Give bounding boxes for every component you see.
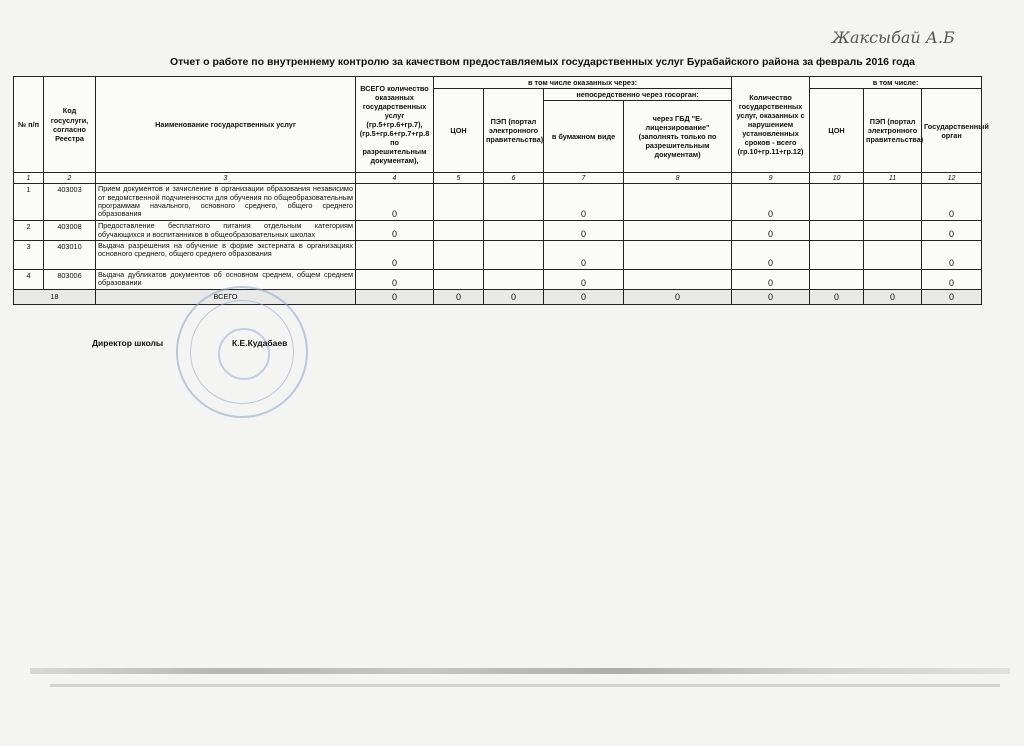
header-pep: ПЭП (портал электронного правительства) <box>484 89 544 173</box>
row-index: 4 <box>14 270 44 290</box>
row-service-name: Прием документов и зачисление в организации образования независимо от ведомственной подчиненности для обучения по общеобразовательным программам начального, основного среднего, общего среднего образования <box>96 184 356 221</box>
scan-artifact <box>30 668 1010 674</box>
total-c10: 0 <box>810 289 864 304</box>
col-number: 5 <box>434 173 484 184</box>
table-row <box>14 221 982 241</box>
row-code: 803006 <box>44 270 96 290</box>
header-name: Наименование государственных услуг <box>96 77 356 173</box>
row-con2 <box>810 221 864 241</box>
col-number: 4 <box>356 173 434 184</box>
row-con <box>434 221 484 241</box>
table-row <box>14 184 982 221</box>
col-number: 8 <box>624 173 732 184</box>
header-violations: Количество государственных услуг, оказанных с нарушением установленных сроков - всего (гр.10+гр.11+гр.12) <box>732 77 810 173</box>
col-number: 1 <box>14 173 44 184</box>
row-gbd <box>624 241 732 270</box>
row-total: 0 <box>356 221 434 241</box>
table-row <box>14 270 982 290</box>
row-pep2 <box>864 184 922 221</box>
row-code: 403008 <box>44 221 96 241</box>
row-index: 3 <box>14 241 44 270</box>
row-con2 <box>810 270 864 290</box>
total-c8: 0 <box>624 289 732 304</box>
row-paper: 0 <box>544 270 624 290</box>
row-pep2 <box>864 221 922 241</box>
totals-row <box>14 289 982 304</box>
row-total: 0 <box>356 241 434 270</box>
row-pep <box>484 270 544 290</box>
row-con2 <box>810 184 864 221</box>
row-paper: 0 <box>544 221 624 241</box>
stamp-emblem <box>218 328 270 380</box>
col-number: 3 <box>96 173 356 184</box>
row-index: 1 <box>14 184 44 221</box>
total-c12: 0 <box>922 289 982 304</box>
header-paper: в бумажном виде <box>544 101 624 173</box>
signature-role: Директор школы <box>92 338 164 348</box>
report-table <box>13 76 989 305</box>
row-total: 0 <box>356 270 434 290</box>
header-num: № п/п <box>14 77 44 173</box>
report-title: Отчет о работе по внутреннему контролю за качеством предоставляемых государственных услуг Бурабайского района за февраль 2016 года <box>170 56 915 68</box>
total-count: 18 <box>14 289 96 304</box>
header-pep2: ПЭП (портал электронного правительства) <box>864 89 922 173</box>
row-service-name: Выдача разрешения на обучение в форме экстерната в организациях основного среднего, общего среднего образования <box>96 241 356 270</box>
total-c6: 0 <box>484 289 544 304</box>
total-c7: 0 <box>544 289 624 304</box>
row-gov: 0 <box>922 270 982 290</box>
row-gov: 0 <box>922 184 982 221</box>
row-pep2 <box>864 241 922 270</box>
header-con2: ЦОН <box>810 89 864 173</box>
total-label: ВСЕГО <box>96 289 356 304</box>
row-paper: 0 <box>544 241 624 270</box>
row-index: 2 <box>14 221 44 241</box>
header-gov: Государственный орган <box>922 89 982 173</box>
row-gov: 0 <box>922 241 982 270</box>
row-pep <box>484 184 544 221</box>
row-pep2 <box>864 270 922 290</box>
total-c4: 0 <box>356 289 434 304</box>
row-violations: 0 <box>732 221 810 241</box>
row-con <box>434 270 484 290</box>
row-gbd <box>624 221 732 241</box>
signature-block <box>92 338 288 348</box>
row-violations: 0 <box>732 184 810 221</box>
row-total: 0 <box>356 184 434 221</box>
row-service-name: Выдача дубликатов документов об основном среднем, общем среднем образовании <box>96 270 356 290</box>
row-pep <box>484 241 544 270</box>
row-violations: 0 <box>732 270 810 290</box>
row-code: 403003 <box>44 184 96 221</box>
column-number-row <box>14 173 982 184</box>
header-con: ЦОН <box>434 89 484 173</box>
row-code: 403010 <box>44 241 96 270</box>
header-code: Код госуслуги, согласно Реестра <box>44 77 96 173</box>
col-number: 7 <box>544 173 624 184</box>
header-direct-group: непосредственно через госорган: <box>544 89 732 101</box>
col-number: 2 <box>44 173 96 184</box>
header-incl-group: в том числе оказанных через: <box>434 77 732 89</box>
header-gbd: через ГБД "Е-лицензирование" (заполнять только по разрешительным документам) <box>624 101 732 173</box>
header-incl2-group: в том числе: <box>810 77 982 89</box>
col-number: 6 <box>484 173 544 184</box>
row-con <box>434 241 484 270</box>
row-con <box>434 184 484 221</box>
col-number: 11 <box>864 173 922 184</box>
row-con2 <box>810 241 864 270</box>
row-pep <box>484 221 544 241</box>
row-gbd <box>624 270 732 290</box>
row-gov: 0 <box>922 221 982 241</box>
total-c9: 0 <box>732 289 810 304</box>
row-gbd <box>624 184 732 221</box>
handwritten-note: Жаксыбай А.Б <box>832 28 955 47</box>
row-paper: 0 <box>544 184 624 221</box>
row-service-name: Предоставление бесплатного питания отдельным категориям обучающихся и воспитанников в общеобразовательных школах <box>96 221 356 241</box>
scan-artifact <box>50 684 1000 687</box>
total-c5: 0 <box>434 289 484 304</box>
total-c11: 0 <box>864 289 922 304</box>
table-row <box>14 241 982 270</box>
header-total: ВСЕГО количество оказанных государственных услуг (гр.5+гр.6+гр.7), (гр.5+гр.6+гр.7+гр.8 по разрешительным документам), <box>356 77 434 173</box>
col-number: 9 <box>732 173 810 184</box>
official-stamp <box>176 286 308 418</box>
col-number: 10 <box>810 173 864 184</box>
col-number: 12 <box>922 173 982 184</box>
signature-name: К.Е.Кудабаев <box>232 338 288 348</box>
row-violations: 0 <box>732 241 810 270</box>
